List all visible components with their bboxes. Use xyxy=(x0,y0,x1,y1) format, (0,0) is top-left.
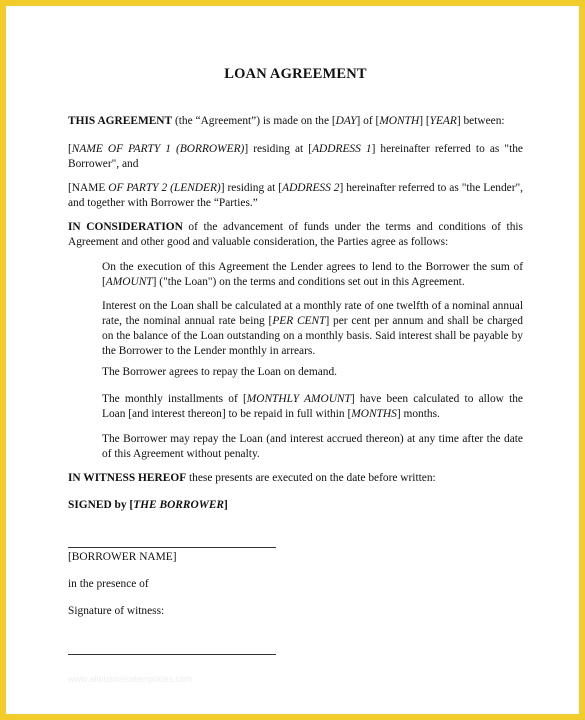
witness-signature-line xyxy=(68,654,276,655)
witness-signature-label: Signature of witness: xyxy=(68,605,165,617)
intro-text-2: ] of [ xyxy=(356,115,380,127)
clause3-text: The Borrower agrees to repay the Loan on demand. xyxy=(102,366,337,378)
intro-day: DAY xyxy=(335,115,357,127)
witness-text: these presents are executed on the date before written: xyxy=(186,472,436,484)
intro-month: MONTH xyxy=(379,115,420,127)
clause1-text-2: ] ("the Loan") on the terms and conditions set out in this Agreement. xyxy=(152,276,465,288)
party1-paragraph xyxy=(68,142,523,172)
clause1-amount: AMOUNT xyxy=(105,276,153,288)
signed-party: THE BORROWER xyxy=(133,499,225,511)
clause2-text-1: Interest on the Loan shall be calculated at a monthly rate of one twelfth of a nominal annual rate, the nominal annual rate being [ xyxy=(102,300,523,327)
consideration-paragraph xyxy=(68,220,523,250)
clause4-text-1: The monthly installments of [ xyxy=(102,393,247,405)
party1-name: NAME OF PARTY 1 (BORROWER) xyxy=(71,143,245,155)
party2-text-2: ] residing at [ xyxy=(220,182,283,194)
clause-installments xyxy=(102,392,523,422)
party2-text-3: ] hereinafter referred to as "the Lender", and together with Borrower the “Parties.” xyxy=(68,182,524,209)
clause5-text: The Borrower may repay the Loan (and interest accrued thereon) at any time after the date of this Agreement without penalty. xyxy=(102,433,523,460)
intro-text-4: ] between: xyxy=(456,115,505,127)
clause4-text-3: ] months. xyxy=(396,408,440,420)
watermark: www.allbusinesstemplates.com xyxy=(68,674,193,684)
clause4-text-2: ] have been calculated to allow the Loan [and interest thereon] to be repaid in full within [ xyxy=(102,393,523,420)
clause-loan-sum xyxy=(102,260,523,290)
document-title: LOAN AGREEMENT xyxy=(224,66,367,82)
clause-repay-demand xyxy=(102,365,523,380)
witness-lead: IN WITNESS HEREOF xyxy=(68,472,187,484)
clause2-percent: PER CENT xyxy=(272,315,326,327)
intro-lead: THIS AGREEMENT xyxy=(68,115,173,127)
party2-name: OF PARTY 2 (LENDER) xyxy=(108,182,221,194)
clause-interest xyxy=(102,299,523,359)
witness-paragraph xyxy=(68,471,523,486)
party2-paragraph xyxy=(68,181,523,211)
party2-text-1: [NAME xyxy=(68,182,109,194)
clause-early-repayment xyxy=(102,432,523,462)
borrower-signature-line xyxy=(68,547,276,548)
party1-address: ADDRESS 1 xyxy=(312,143,372,155)
consideration-lead: IN CONSIDERATION xyxy=(68,221,183,233)
clause4-months: MONTHS xyxy=(351,408,397,420)
clause2-text-2: ] per cent per annum and shall be charged on the balance of the Loan outstanding on a monthly basis. Said interest shall be payable by the Borrower to the Lender monthly in arrears. xyxy=(102,315,524,357)
intro-year: YEAR xyxy=(429,115,457,127)
document-page xyxy=(6,6,579,714)
clause1-text-1: On the execution of this Agreement the Lender agrees to lend to the Borrower the sum of [ xyxy=(102,261,523,288)
borrower-name: [BORROWER NAME] xyxy=(68,551,177,563)
consideration-text: of the advancement of funds under the terms and conditions of this Agreement and other good and valuable consideration, the Parties agree as follows: xyxy=(68,221,523,248)
party1-text-1: [ xyxy=(68,143,72,155)
party1-text-3: ] hereinafter referred to as "the Borrower", and xyxy=(68,143,523,170)
clause4-amount: MONTHLY AMOUNT xyxy=(246,393,351,405)
presence-text: in the presence of xyxy=(68,578,149,590)
party1-text-2: ] residing at [ xyxy=(244,143,313,155)
intro-text-1: (the “Agreement”) is made on the [ xyxy=(172,115,336,127)
signed-end: ] xyxy=(224,499,228,511)
party2-address: ADDRESS 2 xyxy=(282,182,340,194)
intro-paragraph xyxy=(68,114,523,129)
signed-by-line xyxy=(68,498,523,513)
intro-text-3: ] [ xyxy=(419,115,430,127)
signed-lead: SIGNED by [ xyxy=(68,499,134,511)
